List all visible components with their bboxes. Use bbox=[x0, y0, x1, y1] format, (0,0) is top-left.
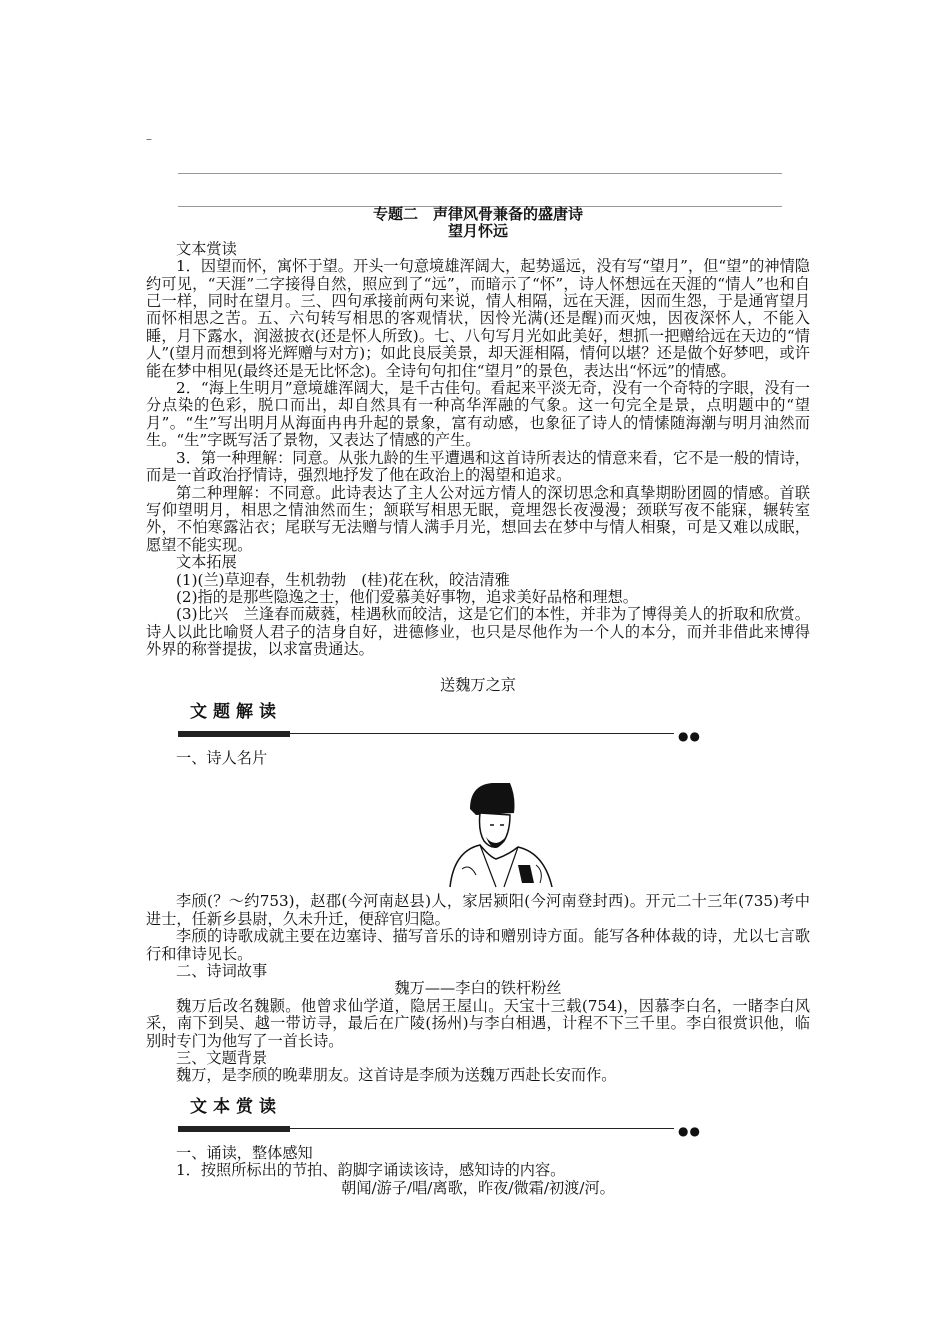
answer-3-alt: 第二种理解：不同意。此诗表达了主人公对远方情人的深切思念和真挚期盼团圆的情感。首联写仰望明月，相思之情油然而生；颔联写相思无眠，竟埋怨长夜漫漫；颈联写夜不能寐，辗转室外，不怕寒露沾衣；尾联写无法赠与情人满手月光，想回去在梦中与情人相聚，可是又难以成眠，愿望不能实现。 bbox=[146, 483, 810, 554]
poet-portrait-image bbox=[440, 779, 570, 889]
subhead-poet-card: 一、诗人名片 bbox=[176, 748, 268, 767]
poem2-title: 送魏万之京 bbox=[440, 675, 516, 694]
poem1-title: 望月怀远 bbox=[447, 222, 508, 241]
subhead-recite: 一、诵读，整体感知 bbox=[176, 1143, 313, 1162]
section-header-wenbenshangdu bbox=[146, 1096, 810, 1139]
extension-3: (3)比兴 兰逢春而葳蕤，桂遇秋而皎洁，这是它们的本性，并非为了博得美人的折取和欣赏。诗人以此比喻贤人君子的洁身自好，进德修业，也只是尽他作为一个人的本分，而并非借此来博得外界的称誉提拔，以求富贵通达。 bbox=[146, 605, 810, 659]
unit-title: 专题二 声律风骨兼备的盛唐诗 bbox=[372, 205, 583, 223]
section-header-wentijiedu bbox=[146, 701, 810, 744]
header-rule-top bbox=[178, 173, 782, 174]
poem-line: 朝闻/游子/唱/离歌，昨夜/微霜/初渡/河。 bbox=[341, 1178, 615, 1197]
subhead-tuozhan: 文本拓展 bbox=[176, 553, 237, 572]
story-text: 魏万后改名魏颢。他曾求仙学道，隐居王屋山。天宝十三载(754)，因慕李白名，一睹李白风采，南下到吴、越一带访寻，最后在广陵(扬州)与李白相遇，计程不下三千里。李白很赏识他，临别时专门为他写了一首长诗。 bbox=[146, 996, 810, 1050]
section-line bbox=[290, 1128, 674, 1129]
extension-2: (2)指的是那些隐逸之士，他们爱慕美好事物，追求美好品格和理想。 bbox=[176, 587, 638, 606]
background-text: 魏万，是李颀的晚辈朋友。这首诗是李颀为送魏万西赴长安而作。 bbox=[176, 1066, 617, 1085]
subhead-story: 二、诗词故事 bbox=[176, 962, 268, 980]
answer-2: 2．“海上生明月”意境雄浑阔大，是千古佳句。看起来平淡无奇，没有一个奇特的字眼，没有一分点染的色彩，脱口而出，却自然具有一种高华浑融的气象。这一句完全是景，点明题中的“望月”。“生”写出明月从海面冉冉升起的景象，富有动感，也象征了诗人的情愫随海潮与明月油然而生。“生”字既写活了景物，又表达了情感的产生。 bbox=[146, 379, 810, 450]
subhead-background: 三、文题背景 bbox=[176, 1049, 268, 1068]
section-line bbox=[290, 733, 674, 734]
section-dots-icon: ●● bbox=[678, 1123, 701, 1138]
header-dash: – bbox=[146, 132, 152, 146]
subhead-wenben: 文本赏读 bbox=[176, 239, 237, 258]
question-1: 1．按照所标出的节拍、韵脚字诵读该诗，感知诗的内容。 bbox=[176, 1161, 566, 1180]
section-bar bbox=[178, 731, 290, 737]
poet-bio-1: 李颀(？～约753)，赵郡(今河南赵县)人，家居颍阳(今河南登封西)。开元二十三年(735)考中进士，任新乡县尉，久未升迁，便辞官归隐。 bbox=[146, 892, 810, 928]
section-title: 文题解读 bbox=[190, 701, 282, 722]
main-content bbox=[146, 206, 810, 1197]
section-dots-icon: ●● bbox=[678, 728, 701, 743]
story-title: 魏万——李白的铁杆粉丝 bbox=[394, 979, 562, 998]
answer-3: 3．第一种理解：同意。从张九龄的生平遭遇和这首诗所表达的情意来看，它不是一般的情诗，而是一首政治抒情诗，强烈地抒发了他在政治上的渴望和追求。 bbox=[146, 448, 810, 485]
section-bar bbox=[178, 1126, 290, 1132]
poet-bio-2: 李颀的诗歌成就主要在边塞诗、描写音乐的诗和赠别诗方面。能写各种体裁的诗，尤以七言歌行和律诗见长。 bbox=[146, 927, 810, 963]
extension-1: (1)(兰)草迎春，生机勃勃 (桂)花在秋，皎洁清雅 bbox=[176, 570, 510, 589]
answer-1: 1．因望而怀，寓怀于望。开头一句意境雄浑阔大，起势遥远，没有写“望月”，但“望”的神情隐约可见，“天涯”二字接得自然，照应到了“远”，而暗示了“怀”，诗人怀想远在天涯的“情人”也和自己一样，同时在望月。三、四句承接前两句来说，情人相隔，远在天涯，因而生怨，于是通宵望月而怀相思之苦。五、六句转写相思的客观情状，因怜光满(还是醒)而灭烛，因夜深怀人，不能入睡，月下露水，润滋披衣(还是怀人所致)。七、八句写月光如此美好，想抓一把赠给远在天边的“情人”(望月而想到将光辉赠与对方)；如此良辰美景，却天涯相隔，情何以堪？还是做个好梦吧，或许能在梦中相见(最终还是无比怀念)。全诗句句扣住“望月”的景色，表达出“怀远”的情感。 bbox=[146, 257, 810, 380]
section-title: 文本赏读 bbox=[190, 1096, 282, 1117]
